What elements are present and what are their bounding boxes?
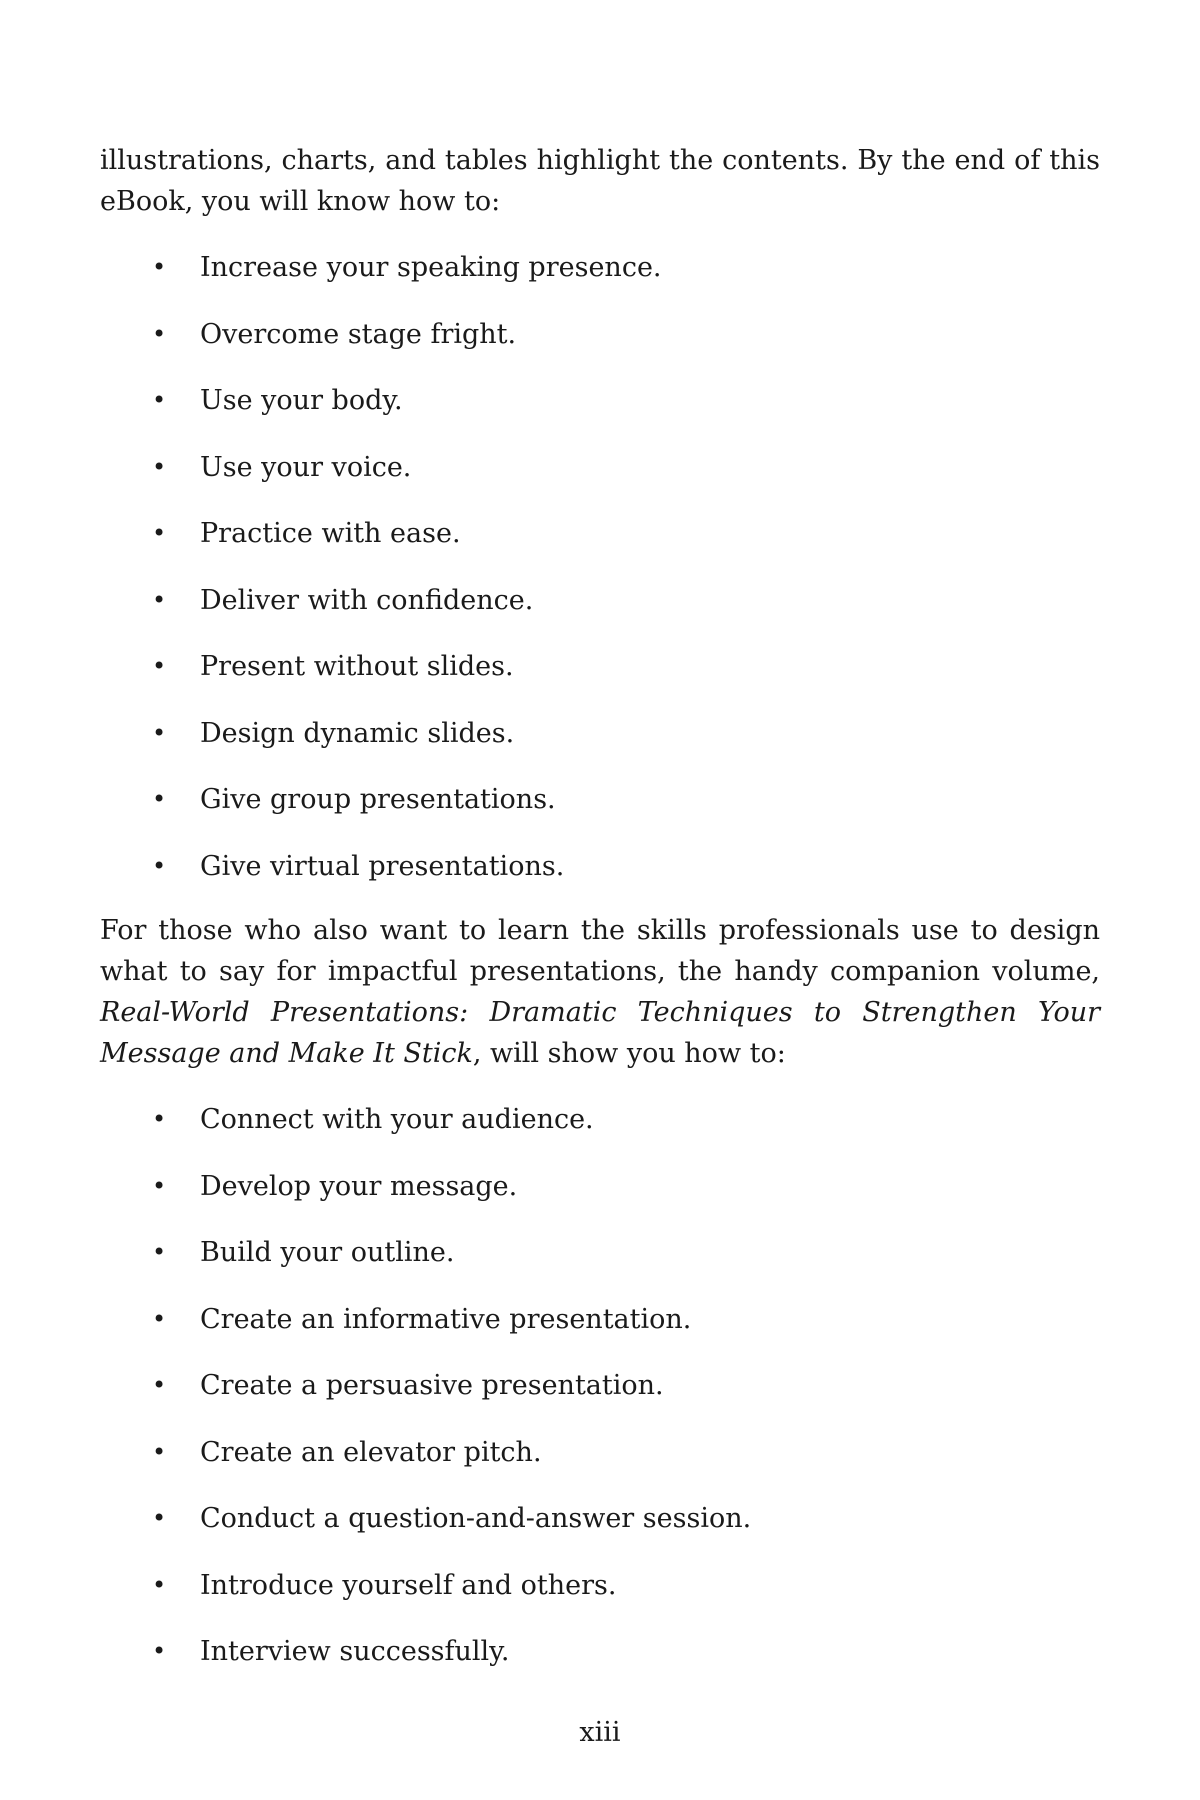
bullet-icon: •: [152, 718, 167, 747]
bullet-icon: •: [152, 386, 167, 414]
list-item: • Introduce yourself and others.: [100, 1565, 1100, 1632]
bullet-icon: •: [152, 1171, 167, 1200]
bullet-icon: •: [152, 253, 167, 281]
list-item: • Interview successfully.: [100, 1631, 1100, 1698]
companion-paragraph: [100, 910, 1100, 1074]
companion-skills-list: [100, 1099, 1100, 1698]
list-item: • Develop your message.: [100, 1166, 1100, 1233]
list-item: • Use your voice.: [100, 447, 1100, 514]
list-item: • Connect with your audience.: [100, 1099, 1100, 1166]
list-item: • Build your outline.: [100, 1232, 1100, 1299]
bullet-icon: •: [152, 1504, 167, 1532]
bullet-icon: •: [152, 1371, 167, 1399]
list-item: • Use your body.: [100, 380, 1100, 447]
list-item: • Practice with ease.: [100, 513, 1100, 580]
bullet-icon: •: [152, 1437, 167, 1466]
skills-list: [100, 247, 1100, 912]
list-item: • Give group presentations.: [100, 779, 1100, 846]
list-item: • Create an informative presentation.: [100, 1299, 1100, 1366]
companion-book-title: Real-World Presentations: Dramatic Techniques to Strengthen Your Message and Make It Stick: [100, 997, 1100, 1069]
intro-paragraph: illustrations, charts, and tables highlight the contents. By the end of this eBook, you will know how to:: [100, 145, 1100, 217]
list-item: • Deliver with confidence.: [100, 580, 1100, 647]
bullet-icon: •: [152, 452, 167, 481]
bullet-icon: •: [152, 1637, 167, 1665]
list-item: • Create an elevator pitch.: [100, 1432, 1100, 1499]
companion-tail: , will show you how to:: [472, 1038, 786, 1069]
bullet-icon: •: [152, 319, 167, 348]
bullet-icon: •: [152, 585, 167, 614]
companion-lead: For those who also want to learn the skills professionals use to design what to say for impactful presentations, the handy companion volume,: [100, 915, 1100, 987]
page-content: [100, 140, 1100, 1698]
bullet-icon: •: [152, 1304, 167, 1333]
list-item: • Increase your speaking presence.: [100, 247, 1100, 314]
bullet-icon: •: [152, 652, 167, 680]
list-item: • Overcome stage fright.: [100, 314, 1100, 381]
list-item: • Give virtual presentations.: [100, 846, 1100, 913]
bullet-icon: •: [152, 1570, 167, 1599]
bullet-icon: •: [152, 851, 167, 880]
list-item: • Conduct a question-and-answer session.: [100, 1498, 1100, 1565]
page-number: xiii: [579, 1717, 621, 1748]
bullet-icon: •: [152, 785, 167, 813]
bullet-icon: •: [152, 519, 167, 547]
bullet-icon: •: [152, 1105, 167, 1133]
list-item: • Design dynamic slides.: [100, 713, 1100, 780]
bullet-icon: •: [152, 1238, 167, 1266]
list-item: • Create a persuasive presentation.: [100, 1365, 1100, 1432]
list-item: • Present without slides.: [100, 646, 1100, 713]
